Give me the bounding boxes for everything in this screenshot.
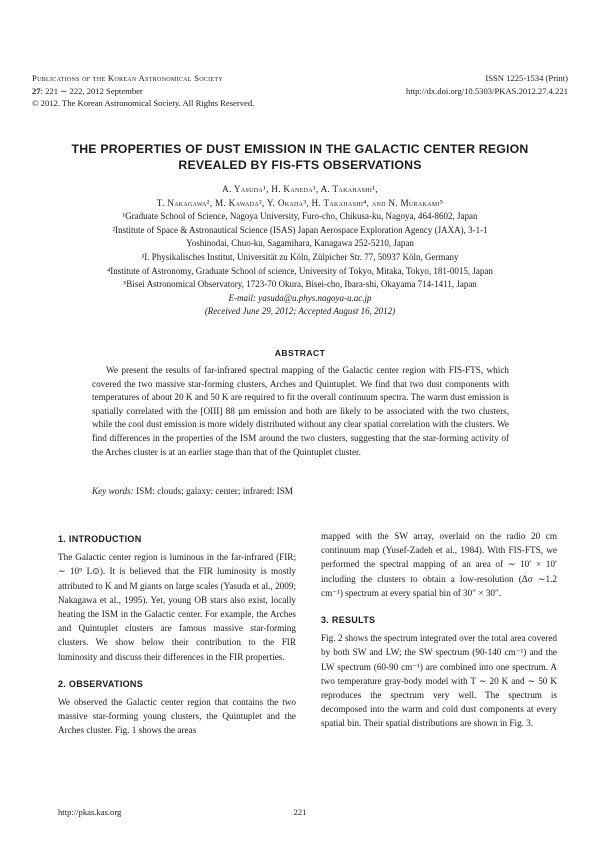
abstract-heading: ABSTRACT <box>274 348 326 358</box>
doi-link[interactable]: http://dx.doi.org/10.5303/PKAS.2012.27.4.221 <box>406 85 568 96</box>
introduction-text: The Galactic center region is luminous in the far-infrared (FIR; ∼ 10⁹ L⊙). It is believed that the FIR luminosity is mostly attributed to K and M giants on large scales (Yasuda et al., 2009; Nakagawa et al., 1995). Yet, young OB stars also exist, locally heating the ISM in the Galactic center. For example, the Arches and Quintuplet clusters are famous massive star-forming clusters. We show below their contribution to the FIR luminosity and discuss their differences in the FIR properties. <box>58 552 296 662</box>
observations-text-cont: mapped with the SW array, overlaid on the radio 20 cm continuum map (Yusef-Zadeh et al., 1984). With FIS-FTS, we performed the spectral mapping of an area of ∼ 10′ × 10′ including the clusters to obtain a low-resolution (Δσ ∼1.2 cm⁻¹) spectrum at every spatial bin of 30″ × 30″. <box>321 531 557 598</box>
running-header-left <box>32 72 254 110</box>
section-heading-observations: 2. OBSERVATIONS <box>58 678 144 689</box>
affiliation-5: ⁵Bisei Astronomical Observatory, 1723-70 Okura, Bisei-cho, Ibara-shi, Okayama 714-1411, Japan <box>123 279 477 290</box>
page-number: 221 <box>293 807 307 817</box>
affiliation-1: ¹Graduate School of Science, Nagoya University, Furo-cho, Chikusa-ku, Nagoya, 464-8602, Japan <box>122 211 478 222</box>
observations-text: We observed the Galactic center region that contains the two massive star-forming young clusters, the Quintuplet and the Arches cluster. Fig. 1 shows the areas <box>58 697 296 736</box>
journal-name: Publications of the Korean Astronomical Society <box>32 73 224 83</box>
running-header-right <box>406 72 568 97</box>
paper-title: THE PROPERTIES OF DUST EMISSION IN THE GALACTIC CENTER REGION REVEALED BY FIS-FTS OBSERVATIONS <box>71 142 529 172</box>
left-column <box>58 532 296 738</box>
abstract-text: We present the results of far-infrared spectral mapping of the Galactic center region with FIS-FTS, which covered the two massive star-forming clusters, Arches and Quintuplet. We find that two dust components with temperatures of about 20 K and 50 K are required to fit the overall continuum spectra. The warm dust emission is spatially correlated with the [OIII] 88 μm emission and both are likely to be associated with the two clusters, while the cool dust emission is more widely distributed without any clear spatial correlation with the clusters. We find differences in the properties of the ISM around the two clusters, suggesting that the star-forming activity of the Arches cluster is at an earlier stage than that of the Quintuplet cluster. <box>92 365 509 457</box>
volume-number: 27 <box>32 85 41 96</box>
affiliation-2: ²Institute of Space & Astronautical Science (ISAS) Japan Aerospace Exploration Agency (JAXA), 3-1-1 <box>112 224 488 235</box>
copyright-line: © 2012. The Korean Astronomical Society. All Rights Reserved. <box>32 98 255 108</box>
author-line-2: T. Nakagawa², M. Kawada², Y. Okada³, H. Takahashi⁴, and N. Murakami⁵ <box>156 197 444 208</box>
keywords-label: Key words: <box>92 486 134 496</box>
right-column <box>321 529 557 731</box>
keywords-list: ISM: clouds; galaxy: center; infrared: ISM <box>133 486 293 496</box>
author-block <box>40 183 560 319</box>
results-text: Fig. 2 shows the spectrum integrated over the total area covered by both SW and LW; the SW spectrum (90-140 cm⁻¹) and the LW spectrum (60-90 cm⁻¹) are combined into one spectrum. A two temperature gray-body model with T ∼ 20 K and ∼ 50 K reproduces the spectrum very well. The spectrum is decomposed into the warm and cold dust components at every spatial bin. Their spatial distributions are shown in Fig. 3. <box>321 633 557 729</box>
received-dates: (Received June 29, 2012; Accepted August 16, 2012) <box>204 306 396 317</box>
issn: ISSN 1225-1534 (Print) <box>485 73 568 83</box>
page-range: : 221 ∼ 222, 2012 September <box>40 85 143 96</box>
affiliation-4: ⁴Institute of Astronomy, Graduate School of science, University of Tokyo, Mitaka, Tokyo, 181-0015, Japan <box>107 265 493 276</box>
section-heading-introduction: 1. INTRODUCTION <box>58 534 142 544</box>
author-email[interactable]: E-mail: yasuda@u.phys.nagoya-u.ac.jp <box>228 292 372 303</box>
section-heading-results: 3. RESULTS <box>321 615 376 626</box>
footer-url[interactable]: http://pkas.kas.org <box>58 807 122 817</box>
affiliation-2-cont: Yoshinodai, Chuo-ku, Sagamihara, Kanagawa 252-5210, Japan <box>186 238 414 249</box>
author-line-1: A. Yasuda¹, H. Kaneda¹, A. Takahashi¹, <box>222 184 378 194</box>
affiliation-3: ³I. Physikalisches Institut, Universität zu Köln, Zülpicher Str. 77, 50937 Köln, Germany <box>141 251 459 262</box>
keywords <box>92 485 509 498</box>
